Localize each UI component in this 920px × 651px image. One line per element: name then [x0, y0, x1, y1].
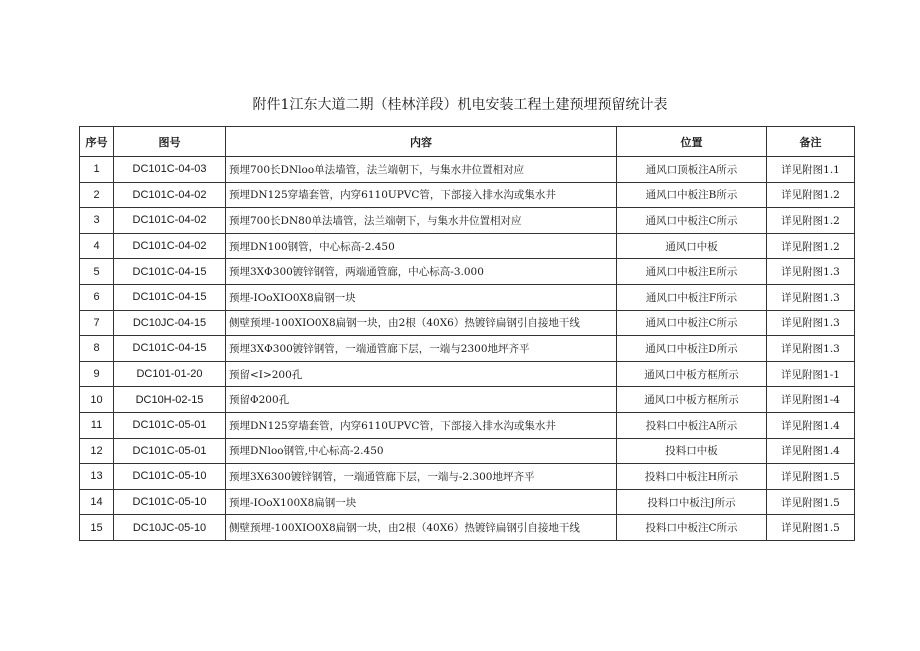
row-location: 通风口中板注C所示 [617, 208, 767, 234]
row-drawing-number: DC101C-04-02 [114, 233, 226, 259]
row-content: 预留<I>200孔 [226, 361, 617, 387]
row-drawing-number: DC101C-04-02 [114, 208, 226, 234]
row-drawing-number: DC101C-04-15 [114, 284, 226, 310]
row-note: 详见附图1.2 [767, 233, 855, 259]
row-note: 详见附图1.4 [767, 438, 855, 464]
row-drawing-number: DC101C-05-10 [114, 464, 226, 490]
row-content: 预埋DNloo钢管,中心标高-2.450 [226, 438, 617, 464]
header-no: 序号 [80, 127, 114, 157]
table-row [80, 438, 855, 464]
table-row [80, 233, 855, 259]
row-note: 详见附图1.3 [767, 284, 855, 310]
row-location: 通风口中板注E所示 [617, 259, 767, 285]
header-note: 备注 [767, 127, 855, 157]
row-number: 11 [80, 412, 114, 438]
table-row [80, 259, 855, 285]
row-number: 9 [80, 361, 114, 387]
row-number: 5 [80, 259, 114, 285]
table-row [80, 489, 855, 515]
row-location: 投料口中板注H所示 [617, 464, 767, 490]
row-content: 预埋3XΦ300镀锌钢管，两端通管廊，中心标高-3.000 [226, 259, 617, 285]
row-drawing-number: DC101C-04-03 [114, 157, 226, 183]
row-note: 详见附图1-4 [767, 387, 855, 413]
table-row [80, 157, 855, 183]
row-number: 13 [80, 464, 114, 490]
row-drawing-number: DC101-01-20 [114, 361, 226, 387]
table-row [80, 361, 855, 387]
row-location: 通风口中板方框所示 [617, 387, 767, 413]
embedment-statistics-table [79, 126, 855, 541]
row-note: 详见附图1.4 [767, 412, 855, 438]
row-number: 14 [80, 489, 114, 515]
row-number: 2 [80, 182, 114, 208]
table-row [80, 182, 855, 208]
table-row [80, 310, 855, 336]
row-drawing-number: DC101C-05-01 [114, 438, 226, 464]
document-title: 附件1江东大道二期（桂林洋段）机电安装工程土建预埋预留统计表 [252, 97, 668, 113]
row-note: 详见附图1-1 [767, 361, 855, 387]
row-note: 详见附图1.5 [767, 515, 855, 541]
row-location: 投料口中板 [617, 438, 767, 464]
row-number: 1 [80, 157, 114, 183]
row-location: 通风口顶板注A所示 [617, 157, 767, 183]
row-location: 通风口中板注D所示 [617, 336, 767, 362]
row-number: 12 [80, 438, 114, 464]
row-location: 投料口中板注J所示 [617, 489, 767, 515]
table-row [80, 336, 855, 362]
row-content: 预埋DN125穿墙套管，内穿6110UPVC管，下部接入排水沟或集水井 [226, 412, 617, 438]
row-note: 详见附图1.3 [767, 259, 855, 285]
row-note: 详见附图1.5 [767, 464, 855, 490]
row-number: 7 [80, 310, 114, 336]
row-number: 10 [80, 387, 114, 413]
row-number: 6 [80, 284, 114, 310]
row-content: 预埋DN125穿墙套管，内穿6110UPVC管，下部接入排水沟或集水井 [226, 182, 617, 208]
row-content: 预埋700长DN80单法墙管，法兰端朝下，与集水井位置相对应 [226, 208, 617, 234]
row-location: 通风口中板注B所示 [617, 182, 767, 208]
row-note: 详见附图1.2 [767, 182, 855, 208]
row-drawing-number: DC10JC-04-15 [114, 310, 226, 336]
row-location: 投料口中板注C所示 [617, 515, 767, 541]
table-row [80, 464, 855, 490]
table-row [80, 208, 855, 234]
row-number: 15 [80, 515, 114, 541]
table-row [80, 284, 855, 310]
table-header-row [80, 127, 855, 157]
header-content: 内容 [226, 127, 617, 157]
row-number: 8 [80, 336, 114, 362]
row-drawing-number: DC101C-05-10 [114, 489, 226, 515]
row-note: 详见附图1.3 [767, 336, 855, 362]
header-drawing: 图号 [114, 127, 226, 157]
row-content: 预留Φ200孔 [226, 387, 617, 413]
table-body [80, 157, 855, 541]
row-number: 3 [80, 208, 114, 234]
row-content: 预埋700长DNloo单法墙管，法兰端朝下，与集水井位置相对应 [226, 157, 617, 183]
row-location: 投料口中板注A所示 [617, 412, 767, 438]
table-row [80, 515, 855, 541]
row-note: 详见附图1.3 [767, 310, 855, 336]
row-location: 通风口中板注F所示 [617, 284, 767, 310]
table-row [80, 412, 855, 438]
row-location: 通风口中板方框所示 [617, 361, 767, 387]
row-content: 侧壁预埋-100XIO0X8扁钢一块，由2根（40X6）热镀锌扁钢引自接地干线 [226, 515, 617, 541]
row-content: 侧壁预埋-100XIO0X8扁钢一块，由2根（40X6）热镀锌扁钢引自接地干线 [226, 310, 617, 336]
row-drawing-number: DC101C-05-01 [114, 412, 226, 438]
row-drawing-number: DC101C-04-02 [114, 182, 226, 208]
row-content: 预埋3X6300镀锌钢管，一端通管廊下层，一端与-2.300地坪齐平 [226, 464, 617, 490]
row-content: 预埋DN100钢管，中心标高-2.450 [226, 233, 617, 259]
row-content: 预埋3XΦ300镀锌钢管，一端通管廊下层，一端与2300地坪齐平 [226, 336, 617, 362]
row-location: 通风口中板注C所示 [617, 310, 767, 336]
row-content: 预埋-IOoXIO0X8扁钢一块 [226, 284, 617, 310]
row-drawing-number: DC10H-02-15 [114, 387, 226, 413]
table-row [80, 387, 855, 413]
row-number: 4 [80, 233, 114, 259]
header-location: 位置 [617, 127, 767, 157]
row-drawing-number: DC101C-04-15 [114, 259, 226, 285]
row-content: 预埋-IOoX100X8扁钢一块 [226, 489, 617, 515]
row-note: 详见附图1.5 [767, 489, 855, 515]
row-location: 通风口中板 [617, 233, 767, 259]
row-note: 详见附图1.1 [767, 157, 855, 183]
row-note: 详见附图1.2 [767, 208, 855, 234]
row-drawing-number: DC10JC-05-10 [114, 515, 226, 541]
row-drawing-number: DC101C-04-15 [114, 336, 226, 362]
